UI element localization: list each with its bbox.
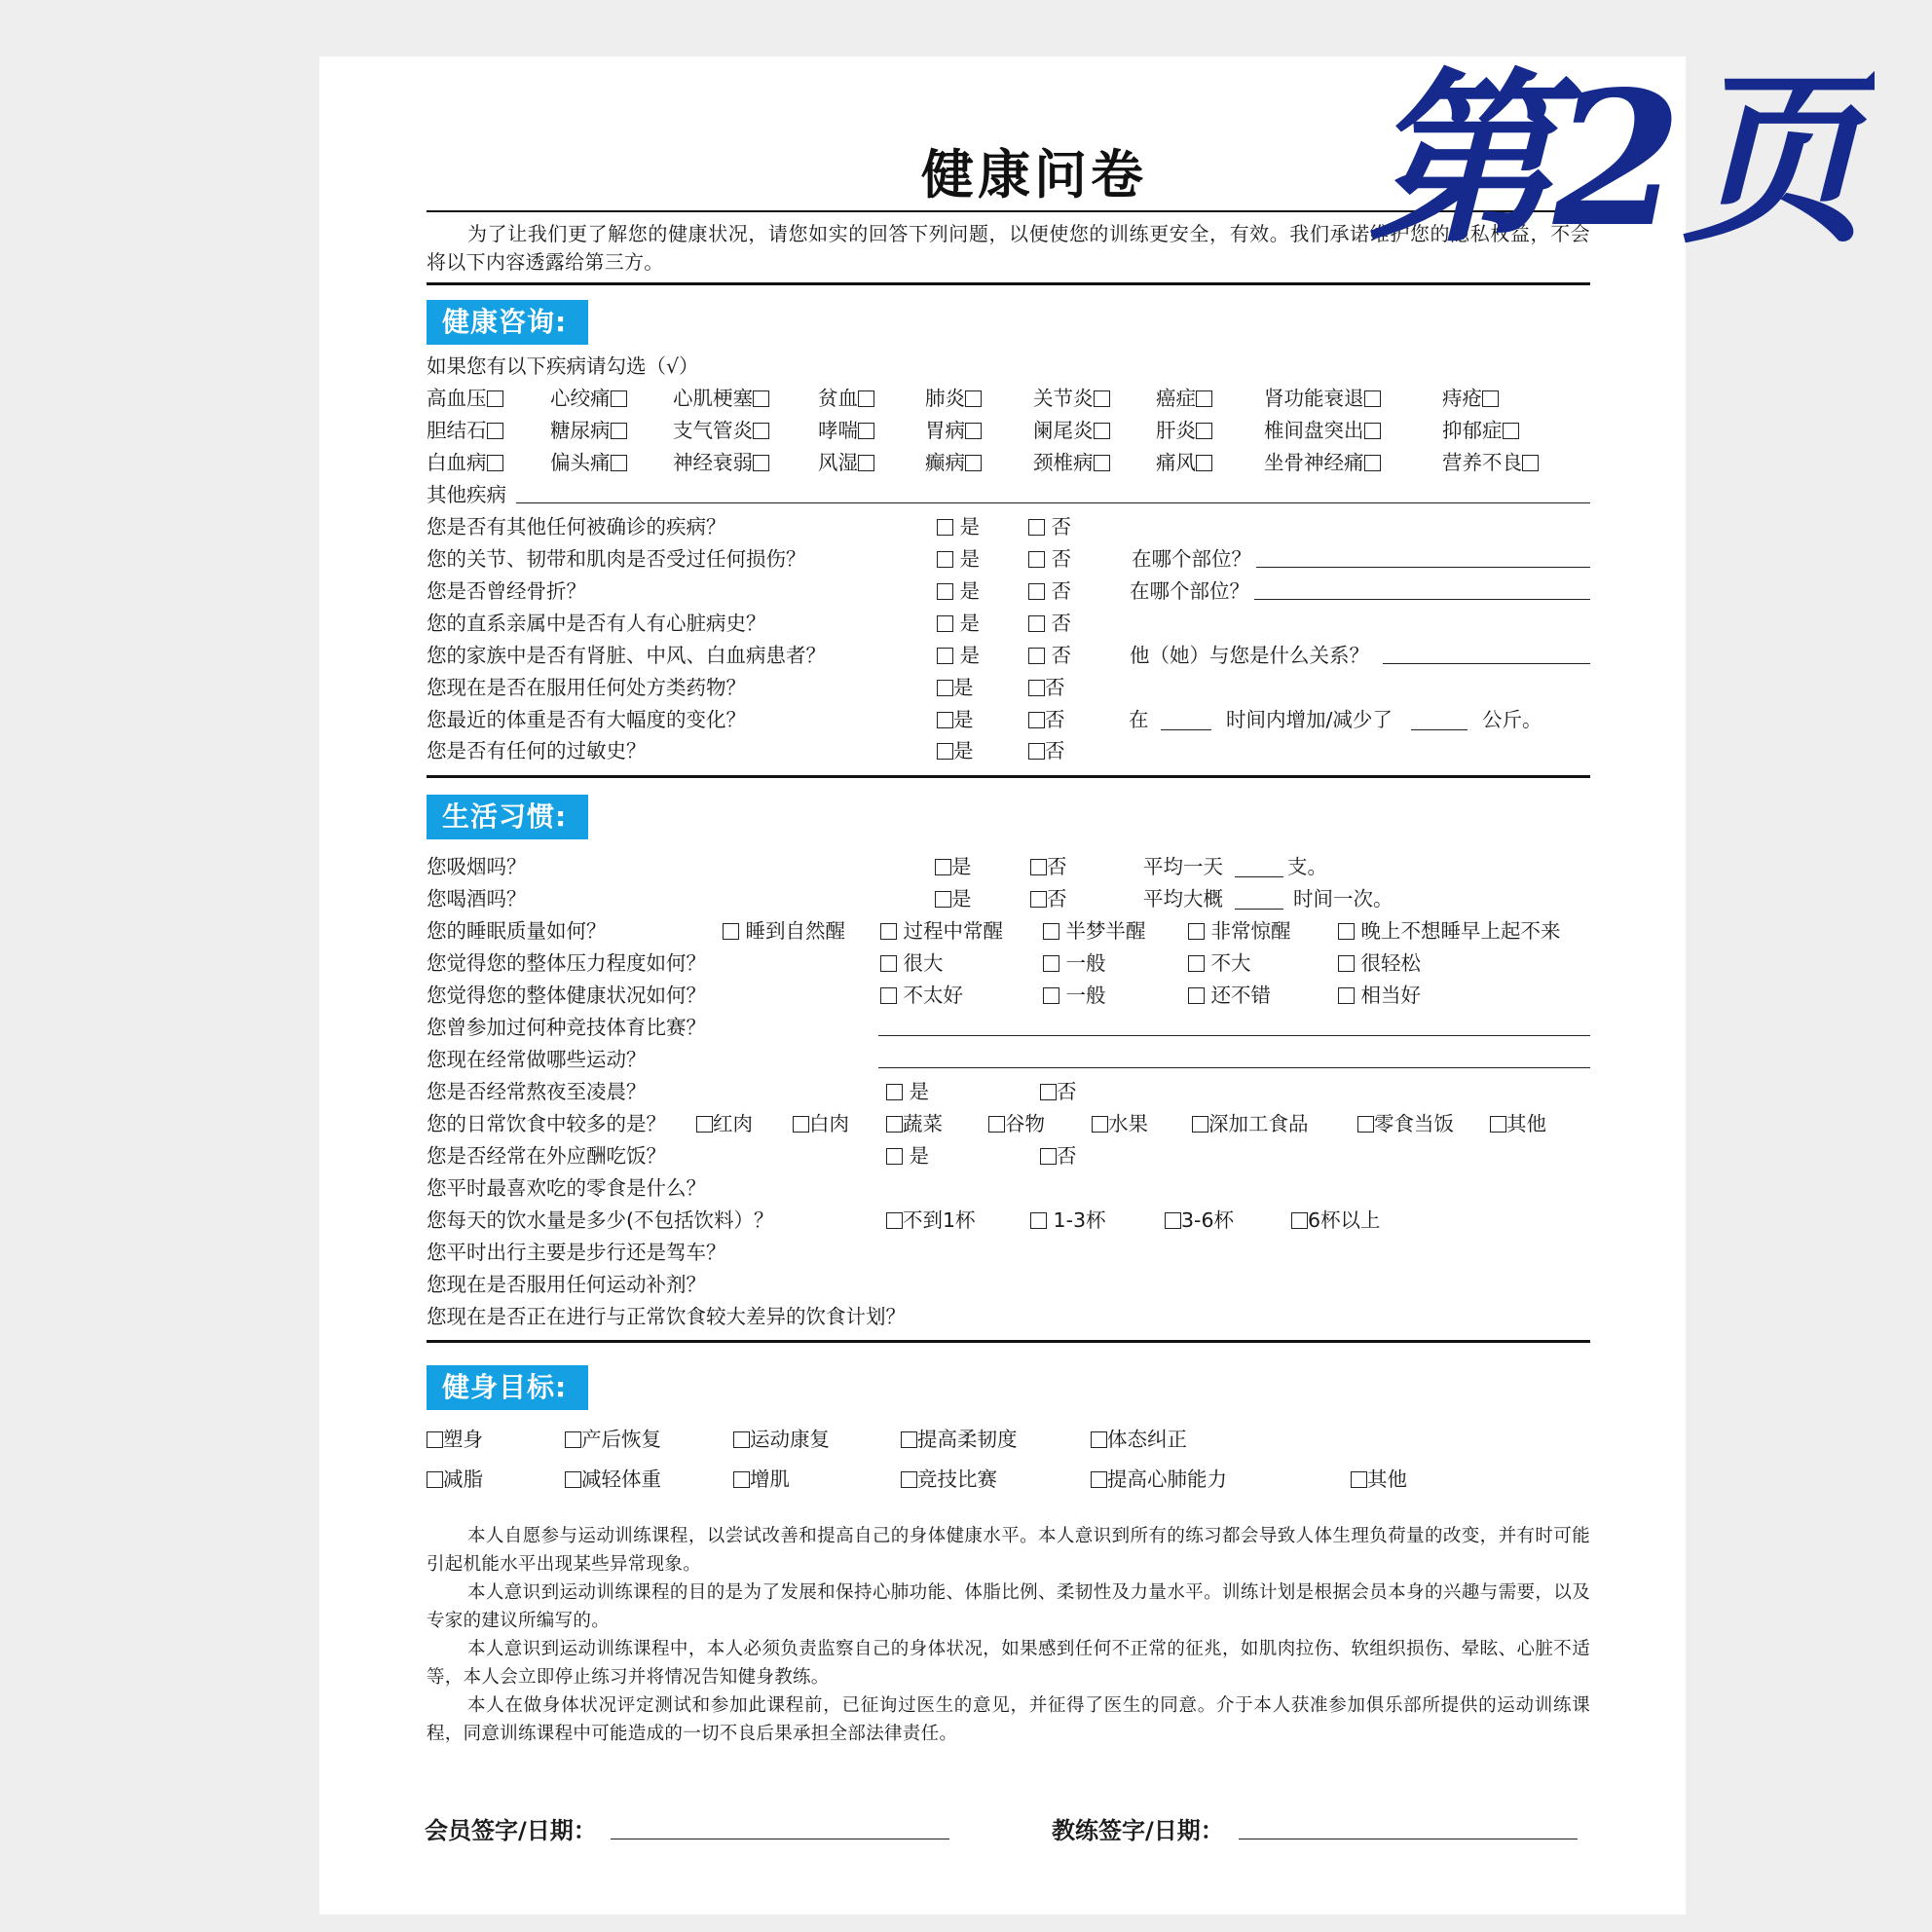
no-option[interactable]: 否 <box>1040 1143 1077 1169</box>
no-option[interactable]: 否 <box>1028 546 1071 572</box>
checkbox[interactable] <box>1030 1212 1047 1229</box>
disease-item[interactable]: 糖尿病 <box>550 418 627 443</box>
checkbox[interactable] <box>1188 923 1205 940</box>
diet-question: 您的日常饮食中较多的是？ <box>427 1112 666 1135</box>
disease-item[interactable]: 肺炎 <box>925 386 982 411</box>
water-option[interactable]: 3-6杯 <box>1165 1208 1234 1233</box>
yes-option[interactable]: 是 <box>937 546 980 572</box>
checkbox[interactable] <box>1094 423 1110 439</box>
checkbox[interactable] <box>1291 1212 1308 1229</box>
checkbox[interactable] <box>733 1431 750 1448</box>
checkbox[interactable] <box>1028 743 1045 760</box>
smoke-count-input[interactable] <box>1235 876 1283 877</box>
drink-interval-input[interactable] <box>1235 909 1283 910</box>
checkbox[interactable] <box>937 551 953 568</box>
checkbox[interactable] <box>1503 423 1519 439</box>
checkbox[interactable] <box>793 1116 809 1133</box>
checkbox[interactable] <box>880 923 897 940</box>
checkbox[interactable] <box>1196 455 1212 471</box>
disclaimer-paragraph: 本人在做身体状况评定测试和参加此课程前，已征询过医生的意见，并征得了医生的同意。介于本人获准参加俱乐部所提供的运动训练课程，同意训练课程中可能造成的一切不良后果承担全部法律责任。 <box>427 1695 1590 1744</box>
no-option[interactable]: 否 <box>1028 514 1071 539</box>
health-section-rule <box>427 775 1590 778</box>
sleep-option[interactable]: 晚上不想睡早上起不来 <box>1338 918 1561 944</box>
checkbox[interactable] <box>1192 1116 1208 1133</box>
checkbox[interactable] <box>901 1431 917 1448</box>
diet-option[interactable]: 蔬菜 <box>886 1111 943 1136</box>
other-disease-label: 其他疾病 <box>427 483 506 506</box>
disclaimer-paragraph: 本人意识到运动训练课程中，本人必须负责监察自己的身体状况，如果感到任何不正常的征兆，如肌肉拉伤、软组织损伤、晕眩、心脏不适等，本人会立即停止练习并将情况告知健身教练。 <box>427 1639 1590 1688</box>
disease-prompt: 如果您有以下疾病请勾选（√） <box>427 354 699 378</box>
disease-item[interactable]: 神经衰弱 <box>673 450 769 475</box>
checkbox[interactable] <box>611 455 627 471</box>
checkbox[interactable] <box>1522 455 1539 471</box>
disease-item[interactable]: 支气管炎 <box>673 418 769 443</box>
checkbox[interactable] <box>1196 390 1212 407</box>
checkbox[interactable] <box>1165 1212 1181 1229</box>
stress-option[interactable]: 不大 <box>1188 950 1251 976</box>
checkbox[interactable] <box>1364 390 1381 407</box>
checkbox[interactable] <box>1094 390 1110 407</box>
disease-item[interactable]: 颈椎病 <box>1033 450 1110 475</box>
disease-item[interactable]: 阑尾炎 <box>1033 418 1110 443</box>
question-label: 您最近的体重是否有大幅度的变化？ <box>427 708 746 731</box>
checkbox[interactable] <box>427 1431 443 1448</box>
yes-option[interactable]: 是 <box>937 578 980 604</box>
snack-question: 您平时最喜欢吃的零食是什么？ <box>427 1176 706 1200</box>
checkbox[interactable] <box>1338 923 1355 940</box>
yes-option[interactable]: 是 <box>886 1079 929 1104</box>
checkbox[interactable] <box>611 390 627 407</box>
smoke-suffix: 支。 <box>1287 855 1327 878</box>
disclaimer-paragraph: 本人意识到运动训练课程的目的是为了发展和保持心肺功能、体脂比例、柔韧性及力量水平。训练计划是根据会员本身的兴趣与需要，以及专家的建议所编写的。 <box>427 1582 1590 1631</box>
checkbox[interactable] <box>1028 519 1045 536</box>
health-option[interactable]: 不太好 <box>880 983 963 1008</box>
sleep-option[interactable]: 睡到自然醒 <box>723 918 845 944</box>
stress-question: 您觉得您的整体压力程度如何？ <box>427 951 706 975</box>
diet-option[interactable]: 零食当饭 <box>1357 1111 1454 1136</box>
weight-prefix: 在 <box>1129 708 1149 731</box>
checkbox[interactable] <box>886 1148 903 1165</box>
checkbox[interactable] <box>1030 891 1047 908</box>
checkbox[interactable] <box>565 1431 581 1448</box>
goal-option[interactable]: 塑身 <box>427 1427 483 1452</box>
question-label: 您是否曾经骨折？ <box>427 579 586 603</box>
followup-input[interactable] <box>1383 663 1590 664</box>
smoke-question: 您吸烟吗？ <box>427 855 527 878</box>
checkbox[interactable] <box>1196 423 1212 439</box>
coach-signature-label: 教练签字/日期： <box>1052 1817 1224 1844</box>
intro-rule <box>427 282 1590 285</box>
goal-option[interactable]: 其他 <box>1351 1467 1407 1492</box>
water-question: 您每天的饮水量是多少(不包括饮料）？ <box>427 1208 774 1232</box>
checkbox[interactable] <box>1030 859 1047 875</box>
diet-plan-question: 您现在是否正在进行与正常饮食较大差异的饮食计划？ <box>427 1305 906 1328</box>
checkbox[interactable] <box>1028 551 1045 568</box>
disease-item[interactable]: 哮喘 <box>818 418 874 443</box>
checkbox[interactable] <box>937 712 953 728</box>
sleep-question: 您的睡眠质量如何？ <box>427 919 607 943</box>
diet-option[interactable]: 白肉 <box>793 1111 849 1136</box>
question-label: 您的关节、韧带和肌肉是否受过任何损伤？ <box>427 547 806 571</box>
checkbox[interactable] <box>937 743 953 760</box>
checkbox[interactable] <box>1040 1084 1057 1100</box>
yes-option[interactable]: 是 <box>937 675 974 700</box>
checkbox[interactable] <box>1028 648 1045 664</box>
checkbox[interactable] <box>1091 1471 1107 1488</box>
habits-section-rule <box>427 1340 1590 1343</box>
checkbox[interactable] <box>1364 455 1381 471</box>
other-disease-input[interactable] <box>516 502 1590 503</box>
checkbox[interactable] <box>937 648 953 664</box>
checkbox[interactable] <box>1043 987 1059 1004</box>
section-health-badge: 健康咨询: <box>427 300 588 345</box>
checkbox[interactable] <box>1338 987 1355 1004</box>
checkbox[interactable] <box>1028 712 1045 728</box>
checkbox[interactable] <box>487 455 503 471</box>
disease-item[interactable]: 风湿 <box>818 450 874 475</box>
checkbox[interactable] <box>1028 680 1045 696</box>
weight-suffix: 公斤。 <box>1482 708 1542 731</box>
yes-option[interactable]: 是 <box>935 854 972 879</box>
checkbox[interactable] <box>937 615 953 632</box>
weight-mid: 时间内增加/减少了 <box>1226 708 1393 731</box>
disease-item[interactable]: 痛风 <box>1156 450 1212 475</box>
checkbox[interactable] <box>1188 987 1205 1004</box>
checkbox[interactable] <box>1092 1116 1108 1133</box>
checkbox[interactable] <box>937 583 953 600</box>
checkbox[interactable] <box>1351 1471 1367 1488</box>
checkbox[interactable] <box>427 1471 443 1488</box>
checkbox[interactable] <box>886 1116 903 1133</box>
exercise-input[interactable] <box>878 1067 1590 1068</box>
checkbox[interactable] <box>880 987 897 1004</box>
no-option[interactable]: 否 <box>1028 578 1071 604</box>
checkbox[interactable] <box>1364 423 1381 439</box>
yes-option[interactable]: 是 <box>937 514 980 539</box>
goal-option[interactable]: 运动康复 <box>733 1427 830 1452</box>
checkbox[interactable] <box>937 519 953 536</box>
checkbox[interactable] <box>1040 1148 1057 1165</box>
supplement-question: 您现在是否服用任何运动补剂？ <box>427 1273 706 1296</box>
weight-period-input[interactable] <box>1161 729 1211 730</box>
diet-option[interactable]: 深加工食品 <box>1192 1111 1309 1136</box>
checkbox[interactable] <box>858 455 874 471</box>
no-option[interactable]: 否 <box>1028 675 1065 700</box>
yes-option[interactable]: 是 <box>937 611 980 636</box>
checkbox[interactable] <box>1094 455 1110 471</box>
member-signature-label: 会员签字/日期： <box>425 1817 597 1844</box>
disease-item[interactable]: 坐骨神经痛 <box>1264 450 1381 475</box>
checkbox[interactable] <box>1043 923 1059 940</box>
question-label: 您是否有其他任何被确诊的疾病？ <box>427 515 726 539</box>
checkbox[interactable] <box>1091 1431 1107 1448</box>
disclaimer-paragraph: 本人自愿参与运动训练课程，以尝试改善和提高自己的身体健康水平。本人意识到所有的练习都会导致人体生理负荷量的改变，并有时可能引起机能水平出现某些异常现象。 <box>427 1526 1590 1575</box>
intro-text: 为了让我们更了解您的健康状况，请您如实的回答下列问题，以便使您的训练更安全，有效。我们承诺维护您的隐私权益，不会将以下内容透露给第三方。 <box>427 222 1590 274</box>
health-option[interactable]: 还不错 <box>1188 983 1271 1008</box>
question-label: 您的直系亲属中是否有人有心脏病史？ <box>427 612 766 635</box>
section-habits-badge: 生活习惯: <box>427 795 588 839</box>
travel-question: 您平时出行主要是步行还是驾车？ <box>427 1241 726 1264</box>
drink-suffix: 时间一次。 <box>1293 887 1393 910</box>
goal-option[interactable]: 减脂 <box>427 1467 483 1492</box>
diet-option[interactable]: 水果 <box>1092 1111 1148 1136</box>
checkbox[interactable] <box>1028 583 1045 600</box>
disease-item[interactable]: 心肌梗塞 <box>673 386 769 411</box>
checkbox[interactable] <box>733 1471 750 1488</box>
checkbox[interactable] <box>1043 955 1059 972</box>
checkbox[interactable] <box>1357 1116 1374 1133</box>
diet-option[interactable]: 红肉 <box>696 1111 753 1136</box>
checkbox[interactable] <box>988 1116 1005 1133</box>
diet-option[interactable]: 谷物 <box>988 1111 1045 1136</box>
checkbox[interactable] <box>1188 955 1205 972</box>
question-label: 您是否有任何的过敏史？ <box>427 739 647 762</box>
followup-input[interactable] <box>1256 567 1590 568</box>
followup-label: 在哪个部位？ <box>1132 547 1251 571</box>
water-option[interactable]: 1-3杯 <box>1030 1208 1106 1233</box>
checkbox[interactable] <box>1490 1116 1506 1133</box>
diet-option[interactable]: 其他 <box>1490 1111 1546 1136</box>
disease-item[interactable]: 肾功能衰退 <box>1264 386 1381 411</box>
health-option[interactable]: 一般 <box>1043 983 1106 1008</box>
checkbox[interactable] <box>1482 390 1499 407</box>
checkbox[interactable] <box>935 891 951 908</box>
checkbox[interactable] <box>1338 955 1355 972</box>
no-option[interactable]: 否 <box>1030 886 1067 911</box>
checkbox[interactable] <box>935 859 951 875</box>
disease-item[interactable]: 贫血 <box>818 386 874 411</box>
question-label: 您现在是否在服用任何处方类药物？ <box>427 676 746 699</box>
disease-item[interactable]: 白血病 <box>427 450 503 475</box>
section-goals-badge: 健身目标: <box>427 1365 588 1410</box>
yes-option[interactable]: 是 <box>937 707 974 732</box>
sleep-option[interactable]: 半梦半醒 <box>1043 918 1146 944</box>
no-option[interactable]: 否 <box>1028 738 1065 763</box>
sleep-option[interactable]: 非常惊醒 <box>1188 918 1291 944</box>
page-stamp-text: 第2页 <box>1368 51 1868 263</box>
health-option[interactable]: 相当好 <box>1338 983 1421 1008</box>
disease-item[interactable]: 癌症 <box>1156 386 1212 411</box>
checkbox[interactable] <box>937 680 953 696</box>
water-option[interactable]: 不到1杯 <box>886 1208 976 1233</box>
exercise-question: 您现在经常做哪些运动？ <box>427 1048 647 1071</box>
late-night-question: 您是否经常熬夜至凌晨？ <box>427 1080 647 1103</box>
sport-question: 您曾参加过何种竞技体育比赛？ <box>427 1016 706 1039</box>
checkbox[interactable] <box>965 390 982 407</box>
question-label: 您的家族中是否有肾脏、中风、白血病患者？ <box>427 644 826 667</box>
stress-option[interactable]: 很轻松 <box>1338 950 1421 976</box>
disease-item[interactable]: 营养不良 <box>1442 450 1539 475</box>
health-status-question: 您觉得您的整体健康状况如何？ <box>427 984 706 1007</box>
no-option[interactable]: 否 <box>1028 707 1065 732</box>
goal-option[interactable]: 减轻体重 <box>565 1467 661 1492</box>
sleep-option[interactable]: 过程中常醒 <box>880 918 1003 944</box>
yes-option[interactable]: 是 <box>886 1143 929 1169</box>
checkbox[interactable] <box>858 423 874 439</box>
goal-option[interactable]: 提高心肺能力 <box>1091 1467 1227 1492</box>
checkbox[interactable] <box>965 455 982 471</box>
no-option[interactable]: 否 <box>1028 611 1071 636</box>
goal-option[interactable]: 增肌 <box>733 1467 790 1492</box>
followup-input[interactable] <box>1254 599 1590 600</box>
drink-prefix: 平均大概 <box>1143 887 1223 910</box>
eat-out-question: 您是否经常在外应酬吃饭？ <box>427 1144 666 1168</box>
goal-option[interactable]: 体态纠正 <box>1091 1427 1187 1452</box>
disease-item[interactable]: 抑郁症 <box>1442 418 1519 443</box>
checkbox[interactable] <box>487 390 503 407</box>
disease-item[interactable]: 痔疮 <box>1442 386 1499 411</box>
disease-item[interactable]: 高血压 <box>427 386 503 411</box>
followup-label: 在哪个部位？ <box>1130 579 1249 603</box>
disease-item[interactable]: 关节炎 <box>1033 386 1110 411</box>
checkbox[interactable] <box>753 423 769 439</box>
page-title: 健康问卷 <box>921 144 1147 205</box>
disease-item[interactable]: 心绞痛 <box>550 386 627 411</box>
smoke-prefix: 平均一天 <box>1143 855 1223 878</box>
no-option[interactable]: 否 <box>1030 854 1067 879</box>
checkbox[interactable] <box>753 455 769 471</box>
checkbox[interactable] <box>886 1212 903 1229</box>
checkbox[interactable] <box>565 1471 581 1488</box>
checkbox[interactable] <box>723 923 739 940</box>
checkbox[interactable] <box>753 390 769 407</box>
water-option[interactable]: 6杯以上 <box>1291 1208 1381 1233</box>
yes-option[interactable]: 是 <box>937 738 974 763</box>
checkbox[interactable] <box>901 1471 917 1488</box>
checkbox[interactable] <box>611 423 627 439</box>
checkbox[interactable] <box>1028 615 1045 632</box>
stress-option[interactable]: 一般 <box>1043 950 1106 976</box>
no-option[interactable]: 否 <box>1028 643 1071 668</box>
checkbox[interactable] <box>487 423 503 439</box>
checkbox[interactable] <box>965 423 982 439</box>
goal-option[interactable]: 竞技比赛 <box>901 1467 997 1492</box>
disease-item[interactable]: 胃病 <box>925 418 982 443</box>
disease-item[interactable]: 癫病 <box>925 450 982 475</box>
goal-option[interactable]: 产后恢复 <box>565 1427 661 1452</box>
stress-option[interactable]: 很大 <box>880 950 944 976</box>
weight-amount-input[interactable] <box>1411 729 1468 730</box>
goal-option[interactable]: 提高柔韧度 <box>901 1427 1018 1452</box>
disease-item[interactable]: 椎间盘突出 <box>1264 418 1381 443</box>
page-stamp <box>1368 39 1875 263</box>
checkbox[interactable] <box>886 1084 903 1100</box>
disease-item[interactable]: 胆结石 <box>427 418 503 443</box>
disease-item[interactable]: 肝炎 <box>1156 418 1212 443</box>
checkbox[interactable] <box>858 390 874 407</box>
checkbox[interactable] <box>880 955 897 972</box>
yes-option[interactable]: 是 <box>935 886 972 911</box>
followup-label: 他（她）与您是什么关系？ <box>1130 644 1369 667</box>
sport-input[interactable] <box>878 1035 1590 1036</box>
yes-option[interactable]: 是 <box>937 643 980 668</box>
drink-question: 您喝酒吗？ <box>427 887 527 910</box>
disease-item[interactable]: 偏头痛 <box>550 450 627 475</box>
checkbox[interactable] <box>696 1116 713 1133</box>
no-option[interactable]: 否 <box>1040 1079 1077 1104</box>
